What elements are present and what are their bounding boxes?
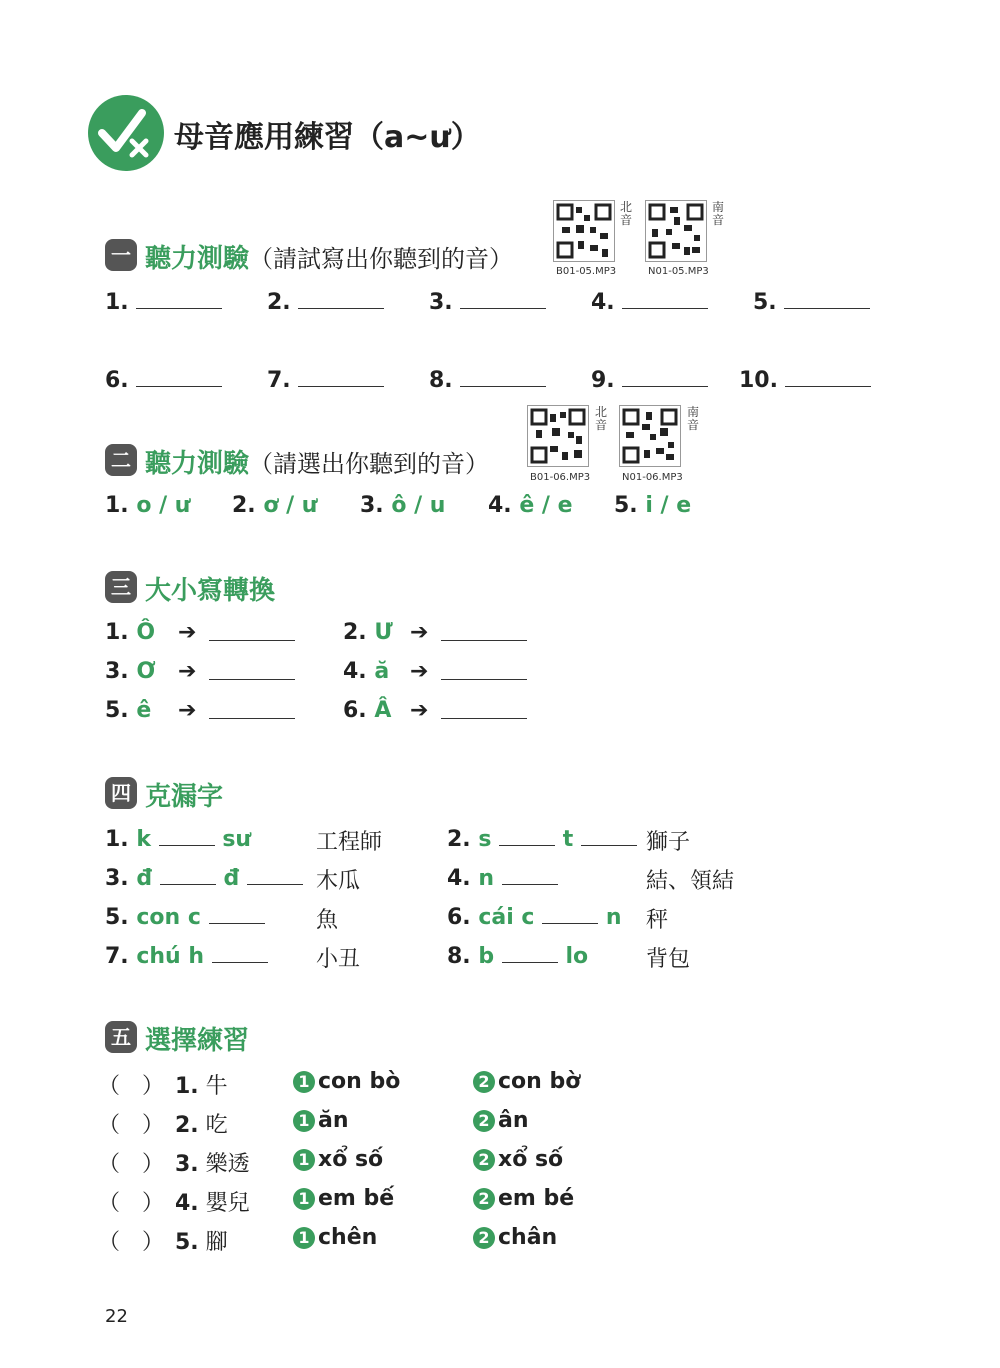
section-title: 選擇練習	[145, 1026, 250, 1056]
option-2[interactable]: 2 chân	[473, 1225, 557, 1250]
case-item[interactable]: 5. ê	[105, 698, 152, 723]
blank-item[interactable]: 3.	[429, 288, 546, 315]
option-1[interactable]: 1 chên	[293, 1225, 377, 1250]
arrow-icon: ➔	[410, 620, 429, 645]
answer-paren[interactable]: （ ）	[98, 1230, 165, 1255]
section-title: 克漏字	[145, 782, 224, 812]
qr-filename: B01-05.MP3	[556, 266, 617, 277]
qr-filename: N01-05.MP3	[648, 266, 709, 277]
cloze-item[interactable]: 6. cái c n	[447, 904, 622, 930]
arrow-icon: ➔	[410, 659, 429, 684]
option-2[interactable]: 2 xổ số	[473, 1147, 563, 1172]
answer-blank[interactable]	[441, 659, 527, 680]
case-item[interactable]: 2. Ư	[343, 620, 393, 645]
qr-south-label: 南音	[686, 405, 699, 432]
case-item[interactable]: 6. Â	[343, 698, 392, 723]
choice-item[interactable]: 5. i / e	[614, 493, 692, 518]
question-item: 4. 嬰兒	[175, 1191, 250, 1216]
qr-south-label: 南音	[711, 200, 724, 227]
section-title-text: 聽力測驗	[145, 449, 250, 479]
meaning-text: 結、領結	[646, 869, 735, 894]
meaning-text: 秤	[646, 908, 669, 933]
arrow-icon: ➔	[178, 698, 197, 723]
case-item[interactable]: 1. Ô	[105, 620, 156, 645]
circled-one-icon: 1	[293, 1227, 315, 1249]
cloze-item[interactable]: 5. con c	[105, 903, 265, 930]
cloze-item[interactable]: 7. chú h	[105, 942, 268, 969]
option-1[interactable]: 1 xổ số	[293, 1147, 383, 1172]
qr-filename: B01-06.MP3	[530, 472, 591, 483]
qr-code-north-2[interactable]	[527, 405, 589, 467]
question-item: 3. 樂透	[175, 1152, 250, 1177]
circled-one-icon: 1	[293, 1071, 315, 1093]
circled-two-icon: 2	[473, 1227, 495, 1249]
meaning-text: 魚	[316, 908, 339, 933]
qr-north-label: 北音	[619, 200, 632, 227]
arrow-icon: ➔	[178, 659, 197, 684]
circled-two-icon: 2	[473, 1071, 495, 1093]
cloze-item[interactable]: 1. k sư	[105, 826, 252, 852]
section-title-text: 聽力測驗	[145, 244, 250, 274]
question-item: 1. 牛	[175, 1074, 228, 1099]
option-2[interactable]: 2 con bờ	[473, 1069, 580, 1094]
answer-blank[interactable]	[209, 620, 295, 641]
qr-north-label: 北音	[594, 405, 607, 432]
option-1[interactable]: 1 ăn	[293, 1108, 349, 1133]
answer-paren[interactable]: （ ）	[98, 1074, 165, 1099]
meaning-text: 小丑	[316, 947, 361, 972]
circled-two-icon: 2	[473, 1110, 495, 1132]
choice-item[interactable]: 2. ơ / ư	[232, 493, 318, 518]
answer-blank[interactable]	[441, 698, 527, 719]
section-title: 大小寫轉換	[145, 576, 276, 606]
option-2[interactable]: 2 em bé	[473, 1186, 574, 1211]
arrow-icon: ➔	[178, 620, 197, 645]
blank-item[interactable]: 9.	[591, 366, 708, 393]
case-item[interactable]: 4. ă	[343, 659, 390, 684]
option-2[interactable]: 2 ân	[473, 1108, 529, 1133]
blank-item[interactable]: 2.	[267, 288, 384, 315]
choice-item[interactable]: 3. ô / u	[360, 493, 446, 518]
qr-code-north-1[interactable]	[553, 200, 615, 262]
blank-item[interactable]: 5.	[753, 288, 870, 315]
meaning-text: 背包	[646, 947, 691, 972]
answer-paren[interactable]: （ ）	[98, 1113, 165, 1138]
section-badge: 二	[105, 444, 137, 476]
qr-code-south-2[interactable]	[619, 405, 681, 467]
question-item: 2. 吃	[175, 1113, 228, 1138]
circled-one-icon: 1	[293, 1110, 315, 1132]
qr-code-south-1[interactable]	[645, 200, 707, 262]
section-badge: 一	[105, 239, 137, 271]
meaning-text: 工程師	[316, 830, 383, 855]
circled-one-icon: 1	[293, 1149, 315, 1171]
section-badge: 五	[105, 1021, 137, 1053]
blank-item[interactable]: 1.	[105, 288, 222, 315]
answer-paren[interactable]: （ ）	[98, 1191, 165, 1216]
option-1[interactable]: 1 con bò	[293, 1069, 400, 1094]
blank-item[interactable]: 4.	[591, 288, 708, 315]
meaning-text: 木瓜	[316, 869, 361, 894]
qr-filename: N01-06.MP3	[622, 472, 683, 483]
section-title	[145, 238, 513, 275]
page-number: 22	[105, 1306, 128, 1327]
choice-item[interactable]: 4. ê / e	[488, 493, 573, 518]
section-subtitle: （請選出你聽到的音）	[249, 450, 490, 478]
option-1[interactable]: 1 em bế	[293, 1186, 394, 1211]
circled-one-icon: 1	[293, 1188, 315, 1210]
section-title	[145, 443, 489, 480]
circled-two-icon: 2	[473, 1149, 495, 1171]
answer-paren[interactable]: （ ）	[98, 1152, 165, 1177]
section-subtitle: （請試寫出你聽到的音）	[249, 245, 514, 273]
blank-item[interactable]: 7.	[267, 366, 384, 393]
cloze-item[interactable]: 8. b lo	[447, 943, 589, 969]
page-title: 母音應用練習（a~ư）	[174, 120, 481, 155]
cloze-item[interactable]: 4. n	[447, 864, 558, 891]
blank-item[interactable]: 10.	[739, 366, 871, 393]
meaning-text: 獅子	[646, 830, 691, 855]
blank-item[interactable]: 6.	[105, 366, 222, 393]
arrow-icon: ➔	[410, 698, 429, 723]
circled-two-icon: 2	[473, 1188, 495, 1210]
cloze-item[interactable]: 3. đ đ	[105, 864, 303, 891]
choice-item[interactable]: 1. o / ư	[105, 493, 191, 518]
section-badge: 三	[105, 571, 137, 603]
answer-blank[interactable]	[209, 698, 295, 719]
cloze-item[interactable]: 2. s t	[447, 825, 637, 852]
blank-item[interactable]: 8.	[429, 366, 546, 393]
section-badge: 四	[105, 777, 137, 809]
answer-blank[interactable]	[441, 620, 527, 641]
check-x-icon	[88, 95, 164, 171]
case-item[interactable]: 3. Ơ	[105, 659, 156, 684]
question-item: 5. 腳	[175, 1230, 228, 1255]
answer-blank[interactable]	[209, 659, 295, 680]
